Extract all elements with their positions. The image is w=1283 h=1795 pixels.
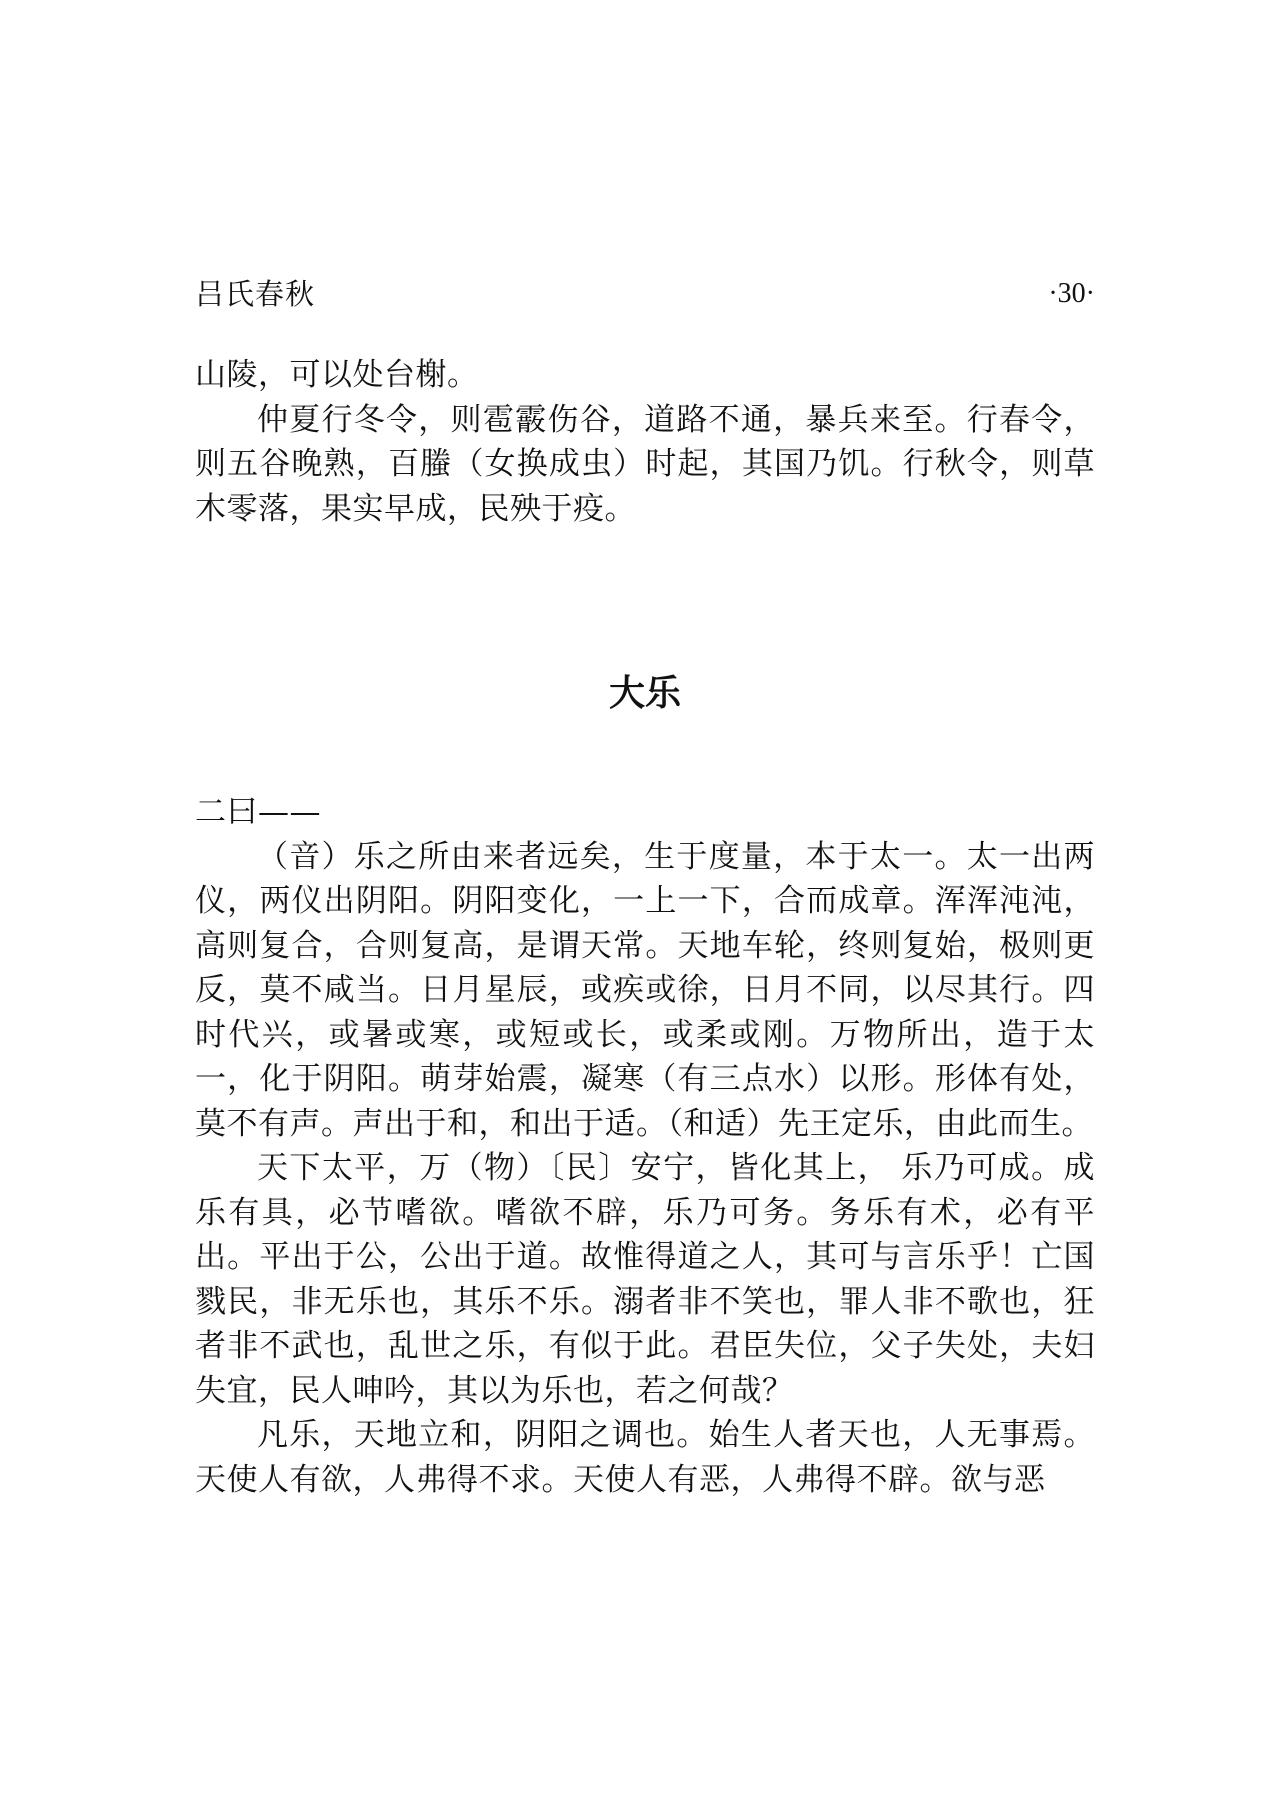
section-subtitle: 二曰——: [195, 794, 321, 830]
paragraph: 凡乐，天地立和，阴阳之调也。始生人者天也，人无事焉。天使人有欲，人弗得不求。天使人有恶，人弗得不辟。欲与恶: [195, 1417, 1095, 1498]
continued-text: [195, 353, 1095, 531]
paragraph: 仲夏行冬令，则雹霰伤谷，道路不通，暴兵来至。行春令，则五谷晚熟，百螣（女换成虫）时起，其国乃饥。行秋令，则草木零落，果实早成，民殃于疫。: [195, 401, 1095, 527]
paragraph: 天下太平，万（物）〔民〕安宁，皆化其上， 乐乃可成。成乐有具，必节嗜欲。嗜欲不辟，乐乃可务。务乐有术，必有平出。平出于公，公出于道。故惟得道之人，其可与言乐乎！亡国戮民，非无乐也，其乐不乐。溺者非不笑也，罪人非不歌也，狂者非不武也，乱世之乐，有似于此。君臣失位，父子失处，夫妇失宜，民人呻吟，其以为乐也，若之何哉？: [195, 1150, 1095, 1409]
page-number: ·30·: [1048, 278, 1095, 309]
book-page: [195, 0, 1095, 1795]
section-body: [195, 790, 1095, 1502]
section-title: 大乐: [608, 673, 681, 714]
page-header: [195, 272, 1095, 316]
paragraph: 山陵，可以处台榭。: [195, 357, 479, 393]
paragraph: （音）乐之所由来者远矣，生于度量，本于太一。太一出两仪，两仪出阴阳。阴阳变化，一上一下，合而成章。浑浑沌沌，高则复合，合则复高，是谓天常。天地车轮，终则复始，极则更反，莫不咸当。日月星辰，或疾或徐，日月不同，以尽其行。四时代兴，或暑或寒，或短或长，或柔或刚。万物所出，造于太一，化于阴阳。萌芽始震，凝寒（有三点水）以形。形体有处，莫不有声。声出于和，和出于适。（和适）先王定乐，由此而生。: [195, 838, 1095, 1142]
book-title: 吕氏春秋: [195, 277, 316, 311]
